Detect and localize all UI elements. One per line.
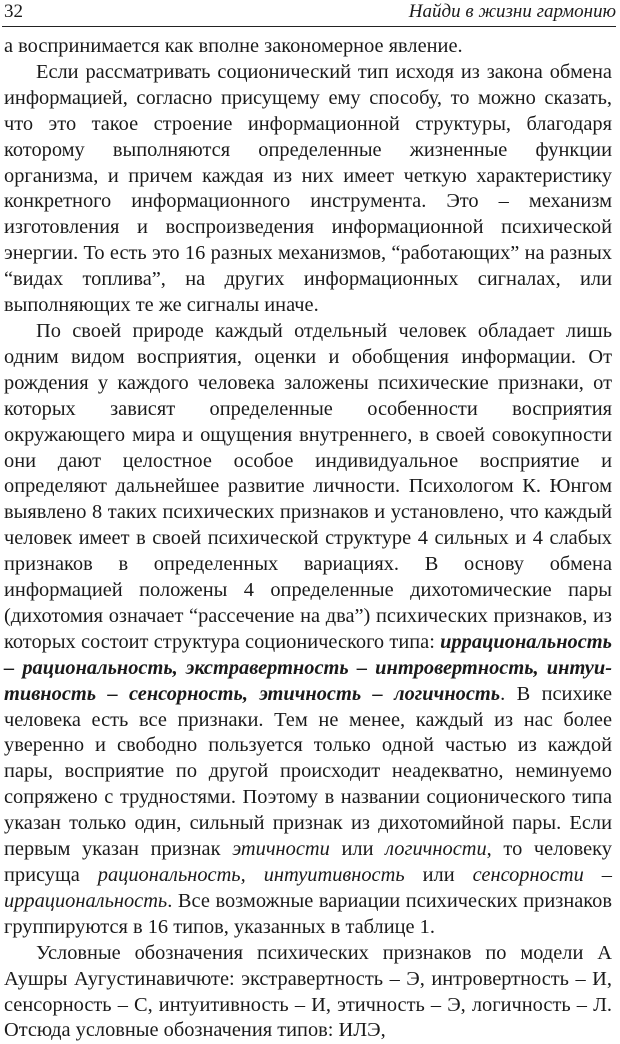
- text-run: По своей природе каждый отдельный человек обладает лишь одним видом восприятия, оценки и обобщения информации. От рождения у каждого человека заложены психические признаки, от которых зависят определенные особенности восприятия окружающего мира и ощущения внутреннего, в своей совокупности они дают целостное особое индивидуальное восприятие и определяют дальнейшее развитие личности. Психологом К. Юнгом выявлено 8 таких психических признаков и установлено, что каждый человек имеет в своей психической структуре 4 сильных и 4 слабых признаков в определенных вариациях. В основу обмена информацией положены 4 определенные дихотомические пары (дихотомия означает “рассечение на два”) психических признаков, из которых состоит структура соционического типа:: [4, 319, 612, 653]
- term-rationality-intuition: рациональность, интуитивность: [97, 864, 405, 886]
- page-header: [2, 0, 616, 27]
- paragraph-notation: Условные обозначения психических признаков по модели А Аушры Аугустинавичюте: экстравертность – Э, интровертность – И, сенсорность – С, интуитивность – И, этичность – Э, логичность – Л. Отсюда условные обозначения типов: ИЛЭ,: [4, 941, 612, 1042]
- page-number: 32: [4, 1, 23, 22]
- text-run: , то человеку присуща: [4, 838, 612, 886]
- body-text: [4, 34, 612, 1044]
- dichotomy-pairs-emphasis: иррациональность – рациональность, экстравертность – интровертность, интуитивность – сенсорность, этичность – логичность: [4, 630, 612, 705]
- text-run: . В психике человека есть все признаки. Тем не менее, каждый из нас более уверенно и свободно пользуется только одной частью из каждой пары, восприятие по другой происходит неадекватно, неминуемо сопряжено с трудностями. Поэтому в названии соционического типа указан только один, сильный признак из дихотомийной пары. Если первым указан признак: [4, 682, 613, 861]
- paragraph-continuation: а воспринимается как вполне закономерное явление.: [4, 35, 463, 57]
- running-title: Найди в жизни гармонию: [408, 1, 616, 22]
- text-run: или: [404, 864, 473, 886]
- text-run: . Все возможные вариации психических признаков группируются в 16 типов, указанных в таблице 1.: [4, 889, 612, 938]
- text-run: или: [329, 838, 386, 861]
- term-ethics: этичности: [232, 838, 330, 861]
- term-logic: логичности: [385, 838, 487, 861]
- paragraph-information-exchange: Если рассматривать соционический тип исходя из закона обмена информацией, согласно присущему ему способу, то можно сказать, что это такое строение информационной структуры, благодаря которому выполняются определенные жизненные функции организма, и причем каждая из них имеет четкую характеристику конкретного информационного инструмента. Это – механизм изготовления и воспроизведения информационной психической энергии. То есть это 16 разных механизмов, “работающих” на разных “видах топлива”, на других информационных сигналах, или выполняющих те же сигналы иначе.: [4, 60, 612, 317]
- paragraph-psychic-traits: [4, 319, 612, 941]
- term-sensing-irrationality: сенсорности – иррациональность: [4, 864, 612, 912]
